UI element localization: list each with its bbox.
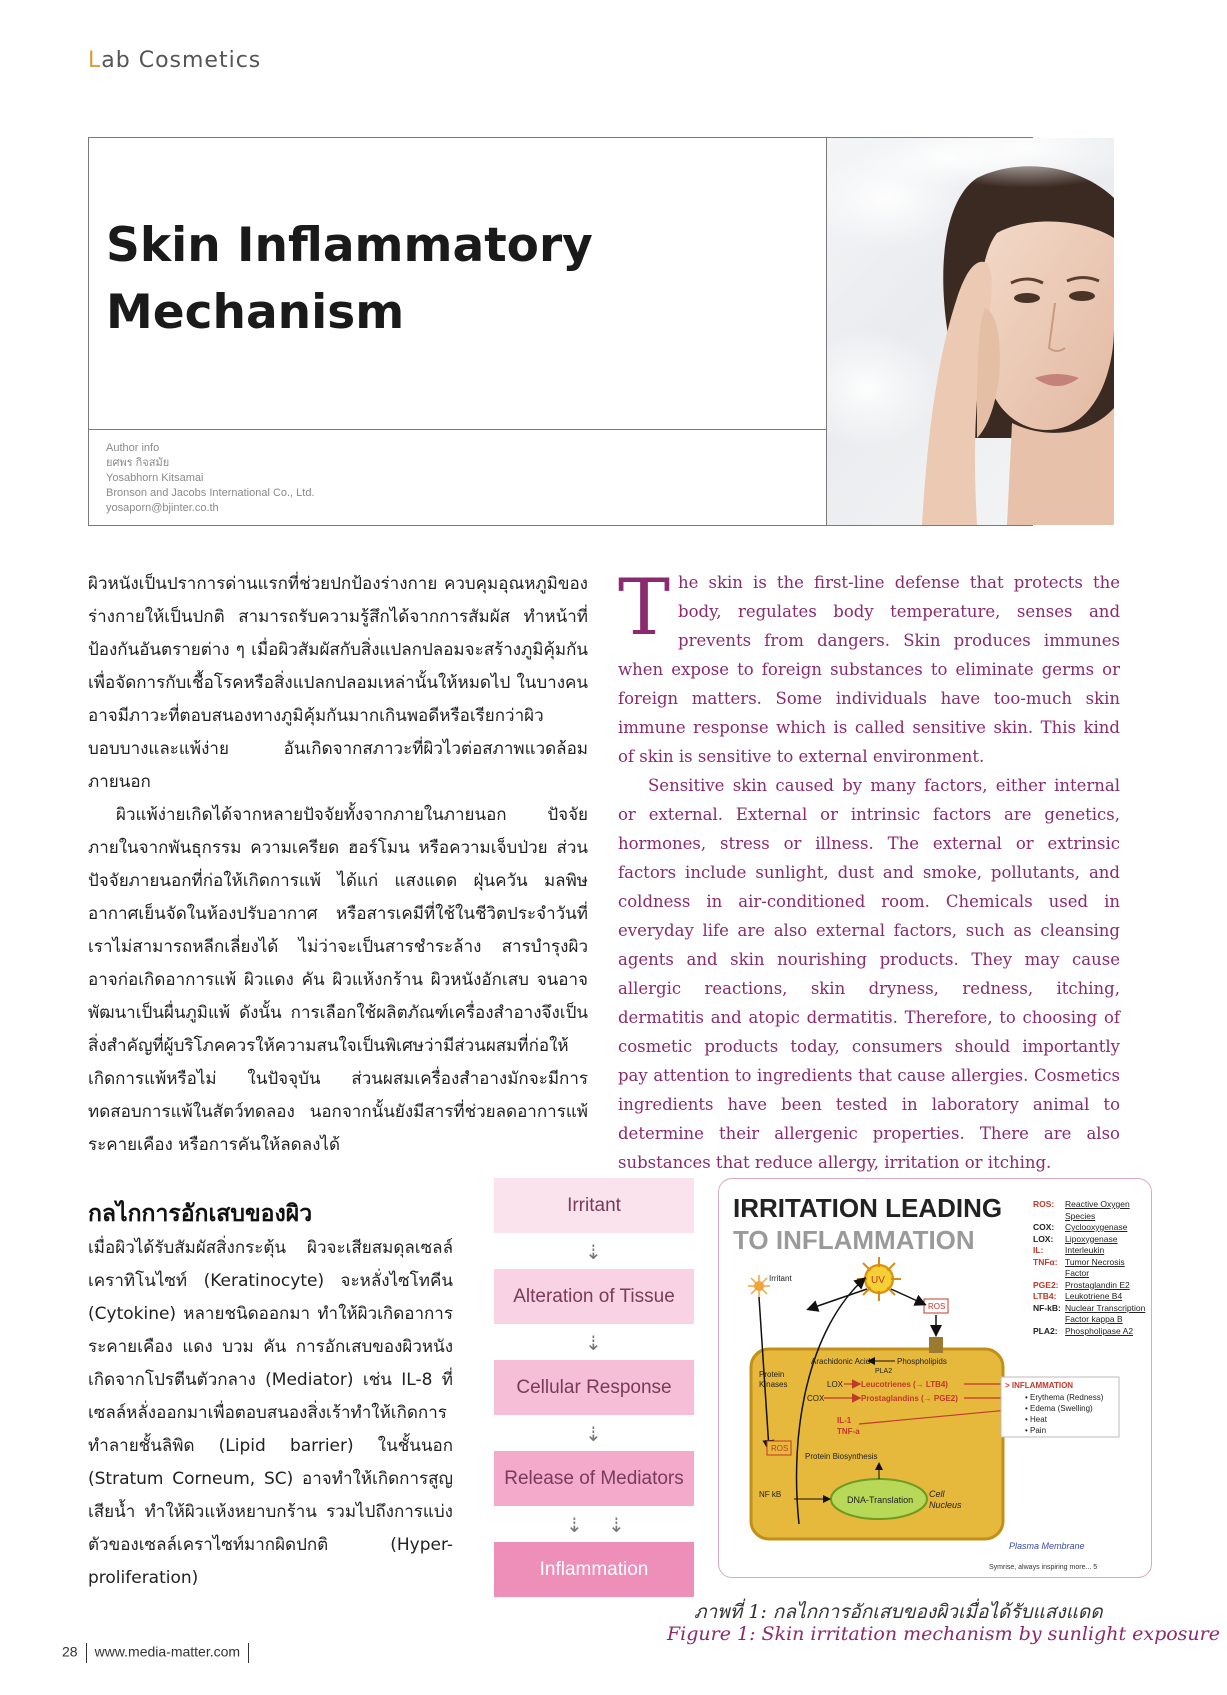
il1-label: IL-1 (837, 1416, 852, 1425)
legend-row (1033, 1245, 1145, 1257)
legend-key: LOX: (1033, 1233, 1054, 1244)
section-header-initial: L (88, 48, 102, 73)
author-info (106, 441, 315, 516)
body-thai-paragraph-2: ผิวแพ้ง่ายเกิดได้จากหลายปัจจัยทั้งจากภายในภายนอก ปัจจัยภายในจากพันธุกรรม ความเครียด ฮอร์โมน หรือความเจ็บป่วย ส่วนปัจจัยภายนอกที่ก่อให้เกิดการแพ้ ได้แก่ แสงแดด ฝุ่นควัน มลพิษ อากาศเย็นจัดในห้องปรับอากาศ หรือสารเคมีที่ใช้ในชีวิตประจำวันที่เราไม่สามารถหลีกเลี่ยงได้ ไม่ว่าจะเป็นสารชำระล้าง สารบำรุงผิว อาจก่อเกิดอาการแพ้ ผิวแดง คัน ผิวแห้งกร้าน ผิวหนังอักเสบ จนอาจพัฒนาเป็นผื่นภูมิแพ้ ดังนั้น การเลือกใช้ผลิตภัณฑ์เครื่องสำอางจึงเป็นสิ่งสำคัญที่ผู้บริโภคควรให้ความสนใจเป็นพิเศษว่ามีส่วนผสมที่ก่อให้เกิดการแพ้หรือไม่ ในปัจจุบัน ส่วนผสมเครื่องสำอางมักจะมีการทดสอบการแพ้ในสัตว์ทดลอง นอกจากนั้นยังมีสารที่ช่วยลดอาการแพ้ ระคายเคือง หรือการคันให้ลดลงได้ (88, 805, 588, 1155)
flow-arrow-down-icon: ⇣ (566, 1513, 583, 1537)
figure-caption-thai: ภาพที่ 1: กลไกการอักเสบของผิวเมื่อได้รับแสงแดด (694, 1601, 1103, 1623)
inflammation-item: • Erythema (Redness) (1025, 1393, 1104, 1402)
ros-inner-label: ROS (771, 1444, 789, 1453)
prostaglandins-label: Prostaglandins (→ PGE2) (861, 1394, 958, 1403)
irritant-icon (748, 1275, 770, 1297)
diagram-title-line2: TO INFLAMMATION (733, 1225, 975, 1255)
receptor-icon (929, 1337, 943, 1353)
legend-value: Factor (1065, 1268, 1090, 1278)
woman-portrait-photo (827, 138, 1114, 525)
figure-caption-english: Figure 1: Skin irritation mechanism by sunlight exposure (667, 1623, 1220, 1645)
legend-key: LTB4: (1033, 1291, 1057, 1301)
footer-separator (248, 1643, 249, 1663)
cell-nucleus-label-2: Nucleus (929, 1500, 962, 1510)
legend-row (1033, 1234, 1145, 1246)
flow-arrow-down-icon: ⇣ (585, 1240, 602, 1264)
flow-step-cellular-response: Cellular Response (494, 1360, 694, 1415)
body-thai-paragraph-1: ผิวหนังเป็นปราการด่านแรกที่ช่วยปกป้องร่างกาย ควบคุมอุณหภูมิของร่างกายให้เป็นปกติ สามารถรับความรู้สึกได้จากการสัมผัส ทำหน้าที่ป้องกันอันตรายต่าง ๆ เมื่อผิวสัมผัสกับสิ่งแปลกปลอมจะสร้างภูมิคุ้มกันเพื่อจัดการกับเชื้อโรคหรือสิ่งแปลกปลอมเหล่านั้นให้หมดไป ในบางคนอาจมีภาวะที่ตอบสนองทางภูมิคุ้มกันมากเกินพอดีหรือเรียกว่าผิวบอบบางและแพ้ง่าย อันเกิดจากสภาวะที่ผิวไวต่อสภาพแวดล้อมภายนอก (88, 574, 588, 792)
diagram-footer: Symrise, always inspiring more... 5 (989, 1564, 1098, 1571)
legend-value: Nuclear Transcription (1065, 1302, 1146, 1313)
cell-nucleus-label-1: Cell (929, 1489, 945, 1499)
legend-key: ROS: (1033, 1199, 1055, 1209)
author-name-en: Yosabhorn Kitsamai (106, 472, 204, 484)
article-title-line1: Skin Inflammatory (106, 218, 593, 273)
protein-kinases-label-2: Kinases (759, 1380, 788, 1389)
protein-biosynthesis-label: Protein Biosynthesis (805, 1452, 878, 1461)
legend-value: Tumor Necrosis (1065, 1256, 1125, 1267)
flow-step-inflammation: Inflammation (494, 1542, 694, 1597)
mechanism-heading: กลไกการอักเสบของผิว (88, 1201, 313, 1227)
legend-key (1033, 1268, 1065, 1280)
legend-key: PGE2: (1033, 1279, 1059, 1290)
phospholipids-label: Phospholipids (897, 1357, 947, 1366)
footer-url[interactable]: www.media-matter.com (94, 1643, 241, 1660)
plasma-membrane-label: Plasma Membrane (1009, 1541, 1085, 1551)
inflammation-item: • Edema (Swelling) (1025, 1404, 1093, 1413)
arachidonic-acid-label: Arachidonic Acid (811, 1357, 871, 1366)
mechanism-text: เมื่อผิวได้รับสัมผัสสิ่งกระตุ้น ผิวจะเสียสมดุลเซลล์เคราทิโนไซท์ (Keratinocyte) จะหลั่งไซโทคีน (Cytokine) หลายชนิดออกมา ทำให้ผิวเกิดอาการระคายเคือง แดง บวม คัน การอักเสบของผิวหนังเกิดจากโปรตีนตัวกลาง (Mediator) เช่น IL-8 ที่เซลล์หลั่งออกมาเพื่อตอบสนองสิ่งเร้าทำให้เกิดการทำลายชั้นลิพิด (Lipid barrier) ในชั้นนอก (Stratum Corneum, SC) อาจทำให้เกิดการสูญเสียน้ำ ทำให้ผิวแห้งหยาบกร้าน รวมไปถึงการแบ่งตัวของเซลล์เคราไซท์มากผิดปกติ (Hyper-proliferation) (88, 1238, 453, 1588)
ros-top-label: ROS (928, 1302, 946, 1311)
uv-label: UV (871, 1275, 885, 1286)
flow-arrow-down-icon: ⇣ (585, 1422, 602, 1446)
article-title-line2: Mechanism (106, 285, 405, 340)
inflammation-item: • Heat (1025, 1415, 1047, 1424)
legend-value: Factor kappa B (1065, 1314, 1123, 1324)
legend-value: Prostaglandin E2 (1065, 1279, 1130, 1290)
author-label: Author info (106, 442, 160, 454)
author-name-th: ยศพร กิจสมัย (106, 457, 170, 469)
author-email: yosaporn@bjinter.co.th (106, 502, 219, 514)
legend-key: PLA2: (1033, 1325, 1058, 1336)
legend-value: Cyclooxygenase (1065, 1222, 1128, 1232)
legend-key: TNFα: (1033, 1256, 1058, 1267)
tnf-label: TNF-a (837, 1427, 860, 1436)
legend-row (1033, 1326, 1145, 1338)
drop-cap: T (618, 563, 671, 653)
nfkb-label: NF kB (759, 1490, 782, 1499)
cox-label: COX (807, 1394, 825, 1403)
body-english-paragraph-1-text: he skin is the first-line defense that protects the body, regulates body temperature, senses and prevents from dangers. Skin produces immunes when expose to foreign substances to eliminate germs or foreign matters. Some individuals have too-much skin immune response which is called sensitive skin. This kind of skin is sensitive to external environment. (618, 573, 1120, 766)
legend-row (1033, 1222, 1145, 1234)
legend-value: Reactive Oxygen (1065, 1199, 1130, 1209)
legend-row (1033, 1280, 1145, 1292)
legend-key: COX: (1033, 1222, 1055, 1232)
inflammation-item: • Pain (1025, 1426, 1047, 1435)
inflammation-box-title: > INFLAMMATION (1005, 1381, 1074, 1390)
irritant-label: Irritant (769, 1274, 792, 1283)
legend-value: Phospholipase A2 (1065, 1325, 1134, 1336)
legend-value: Species (1065, 1210, 1096, 1221)
legend-value: Leukotriene B4 (1065, 1291, 1123, 1301)
lox-label: LOX (827, 1380, 844, 1389)
flow-arrow-down-icon: ⇣ (585, 1331, 602, 1355)
page-number: 28 (62, 1643, 78, 1660)
protein-kinases-label-1: Protein (759, 1370, 785, 1379)
section-header (88, 48, 261, 73)
flow-step-alteration-of-tissue: Alteration of Tissue (494, 1269, 694, 1324)
author-company: Bronson and Jacobs International Co., Ltd. (106, 487, 315, 499)
legend-value: Interleukin (1065, 1245, 1105, 1255)
page-footer (62, 1643, 257, 1663)
abbreviation-legend (1033, 1199, 1145, 1337)
body-english (618, 563, 1120, 1177)
footer-separator (86, 1643, 87, 1663)
legend-key (1033, 1211, 1065, 1223)
legend-key: IL: (1033, 1245, 1044, 1255)
leucotrienes-label: Leucotrienes (→ LTB4) (861, 1380, 948, 1389)
flow-step-irritant: Irritant (494, 1178, 694, 1233)
title-box-divider (88, 429, 826, 430)
legend-row (1033, 1268, 1145, 1280)
legend-row (1033, 1199, 1145, 1211)
legend-row (1033, 1211, 1145, 1223)
body-english-paragraph-1 (618, 563, 1120, 771)
legend-value: Lipoxygenase (1065, 1233, 1118, 1244)
body-thai (88, 568, 588, 1162)
dna-translation-label: DNA-Translation (847, 1495, 914, 1505)
flow-step-release-of-mediators: Release of Mediators (494, 1451, 694, 1506)
diagram-title-line1: IRRITATION LEADING (733, 1193, 1003, 1223)
legend-row (1033, 1303, 1145, 1315)
legend-row (1033, 1291, 1145, 1303)
legend-key (1033, 1314, 1065, 1326)
section-header-rest: ab Cosmetics (101, 48, 262, 73)
body-english-paragraph-2: Sensitive skin caused by many factors, either internal or external. External or intrinsic factors are genetics, hormones, stress or illness. The external or extrinsic factors include sunlight, dust and smoke, pollutants, and coldness in air-conditioned room. Chemicals used in everyday life are also external factors, such as cleansing agents and skin nourishing products. They may cause allergic reactions, skin dryness, redness, itching, dermatitis and atopic dermatitis. Therefore, to choosing of cosmetic products today, consumers should importantly pay attention to ingredients that cause allergies. Cosmetics ingredients have been tested in laboratory animal to determine their allergenic properties. There are also substances that reduce allergy, irritation or itching. (618, 776, 1120, 1172)
legend-key: NF-kB: (1033, 1302, 1061, 1313)
article-title (106, 212, 706, 346)
pla2-label: PLA2 (875, 1368, 893, 1375)
flow-arrow-down-icon: ⇣ (608, 1513, 625, 1537)
legend-row (1033, 1314, 1145, 1326)
legend-row (1033, 1257, 1145, 1269)
